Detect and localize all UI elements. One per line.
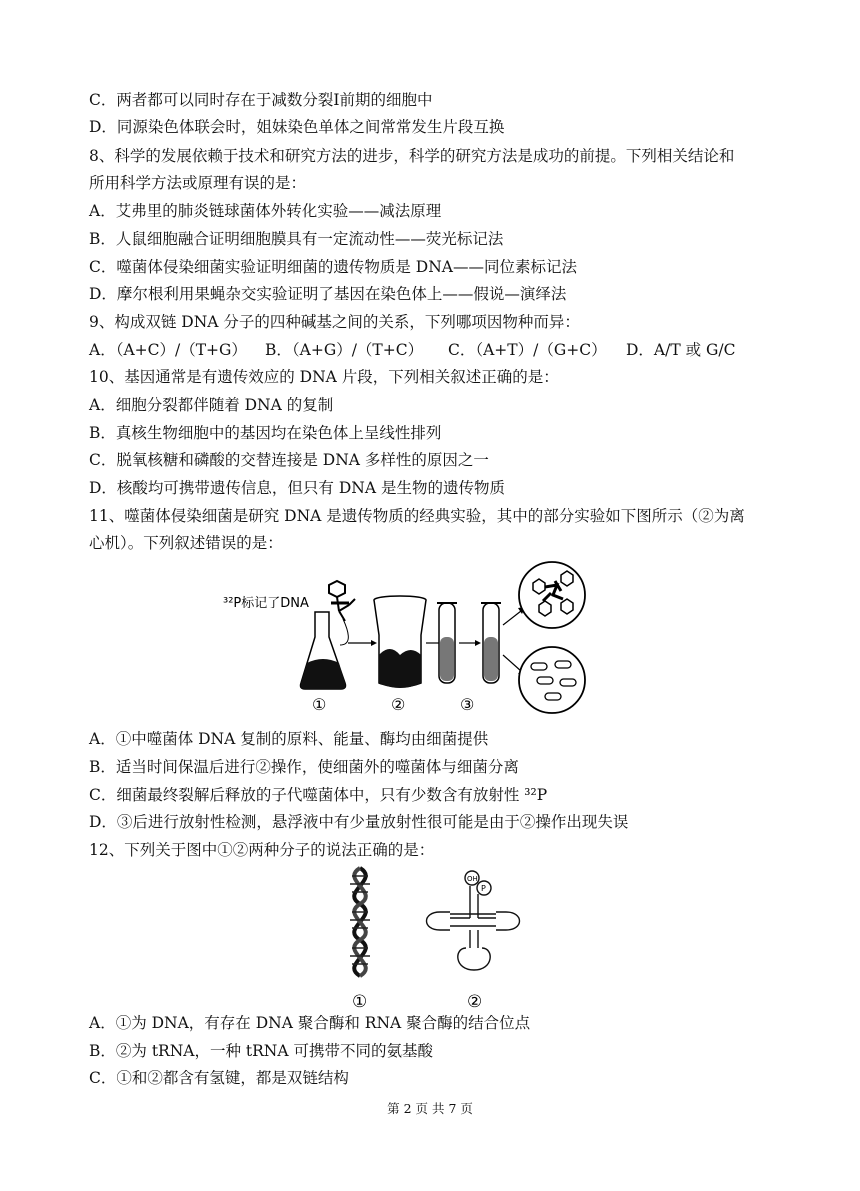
q9-option-d: D．A/T 或 G/C <box>626 341 736 359</box>
supernatant-view-circle <box>519 562 585 628</box>
q9-option-c: C．（A+T）/（G+C） <box>448 341 607 359</box>
dna-trna-diagram <box>330 862 550 1012</box>
q10-stem: 10、基因通常是有遗传效应的 DNA 片段，下列相关叙述正确的是： <box>89 368 559 386</box>
label-trna: ② <box>467 992 483 1012</box>
test-tube-2-icon <box>481 603 501 683</box>
phage-icon <box>329 581 355 621</box>
q11-option-a: A．①中噬菌体 DNA 复制的原料、能量、酶均由细菌提供 <box>89 730 489 748</box>
q12-option-b: B．②为 tRNA，一种 tRNA 可携带不同的氨基酸 <box>89 1042 433 1060</box>
q11-stem-line2: 心机）。下列叙述错误的是： <box>89 534 283 552</box>
q9-option-b: B．（A+G）/（T+C） <box>265 341 424 359</box>
label-2: ② <box>391 695 406 714</box>
q8-option-a: A．艾弗里的肺炎链球菌体外转化实验——减法原理 <box>89 202 442 220</box>
pellet-view-circle <box>519 647 585 713</box>
q7-option-d: D．同源染色体联会时，姐妹染色单体之间常常发生片段互换 <box>89 118 505 136</box>
phage-experiment-diagram <box>215 555 615 715</box>
oh-label: OH <box>467 875 478 883</box>
q9-options <box>89 340 736 360</box>
q10-option-a: A．细胞分裂都伴随着 DNA 的复制 <box>89 396 334 414</box>
label-1: ① <box>312 695 327 714</box>
arrow-to-supernatant <box>503 611 521 625</box>
q11-stem-line1: 11、噬菌体侵染细菌是研究 DNA 是遗传物质的经典实验，其中的部分实验如下图所示（②为离 <box>89 507 745 525</box>
q8-stem-line2: 所用科学方法或原理有误的是： <box>89 174 307 192</box>
test-tube-1-icon <box>437 603 457 683</box>
q12-option-a: A．①为 DNA，有存在 DNA 聚合酶和 RNA 聚合酶的结合位点 <box>89 1014 531 1032</box>
trna-icon <box>427 871 520 970</box>
q12-option-c: C．①和②都含有氢键，都是双链结构 <box>89 1069 349 1087</box>
q11-option-b: B．适当时间保温后进行②操作，使细菌外的噬菌体与细菌分离 <box>89 758 519 776</box>
beaker-icon <box>374 596 426 688</box>
label-3: ③ <box>460 695 475 714</box>
q7-option-c: C．两者都可以同时存在于减数分裂Ⅰ前期的细胞中 <box>89 91 433 109</box>
q9-stem: 9、构成双链 DNA 分子的四种碱基之间的关系，下列哪项因物种而异： <box>89 313 580 331</box>
flask-icon <box>301 612 346 689</box>
q8-option-d: D．摩尔根利用果蝇杂交实验证明了基因在染色体上——假说—演绎法 <box>89 285 567 303</box>
q8-stem-line1: 8、科学的发展依赖于技术和研究方法的进步，科学的研究方法是成功的前提。下列相关结论和 <box>89 147 735 165</box>
figure-caption: ³²P标记了DNA <box>223 596 309 611</box>
q10-option-d: D．核酸均可携带遗传信息，但只有 DNA 是生物的遗传物质 <box>89 479 505 497</box>
q11-option-c: C．细菌最终裂解后释放的子代噬菌体中，只有少数含有放射性 ³²P <box>89 786 548 804</box>
label-dna: ① <box>352 992 368 1012</box>
page-footer: 第 2 页 共 7 页 <box>387 1101 473 1116</box>
q8-option-c: C．噬菌体侵染细菌实验证明细菌的遗传物质是 DNA——同位素标记法 <box>89 258 577 276</box>
q12-stem: 12、下列关于图中①②两种分子的说法正确的是： <box>89 841 435 859</box>
add-phage-arrow <box>340 619 348 645</box>
q10-option-c: C．脱氧核糖和磷酸的交替连接是 DNA 多样性的原因之一 <box>89 451 489 469</box>
q11-option-d: D．③后进行放射性检测，悬浮液中有少量放射性很可能是由于②操作出现失误 <box>89 813 629 831</box>
phage-experiment-figure <box>215 555 615 715</box>
dna-trna-figure <box>330 862 550 1012</box>
q8-option-b: B．人鼠细胞融合证明细胞膜具有一定流动性——荧光标记法 <box>89 230 504 248</box>
q9-option-a: A．（A+C）/（T+G） <box>89 341 247 359</box>
q10-option-b: B．真核生物细胞中的基因均在染色体上呈线性排列 <box>89 424 442 442</box>
arrow-to-pellet <box>503 655 521 671</box>
phosphate-label: P <box>481 884 486 893</box>
